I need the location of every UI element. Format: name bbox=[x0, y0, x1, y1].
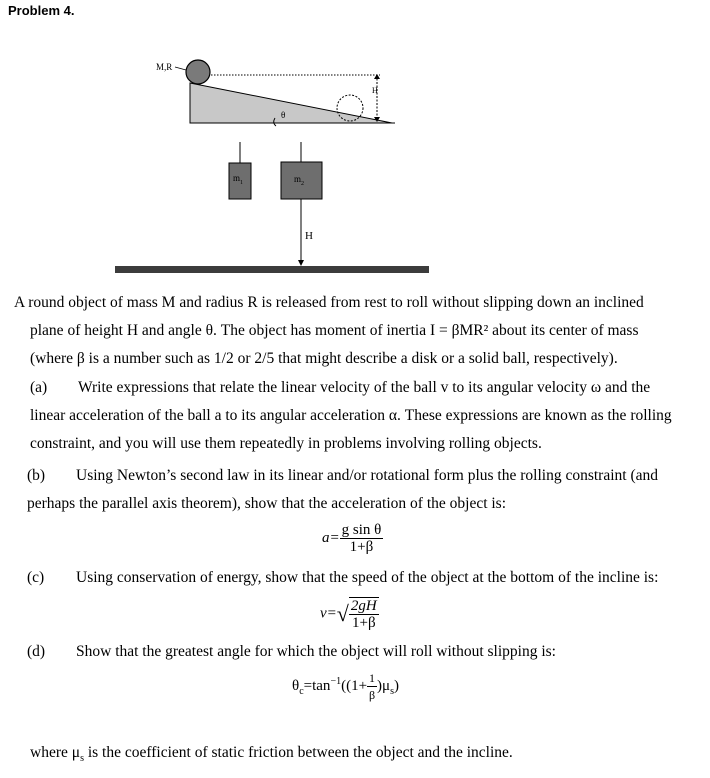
physics-diagram bbox=[0, 0, 710, 290]
footer-note: where $\mu_s$ is the coefficient of static friction between the object and the incline. bbox=[30, 744, 513, 765]
intro-line-3: (where β is a number such as 1/2 or 2/5 that might describe a disk or a solid ball, respectively). bbox=[30, 350, 618, 367]
part-a-line-3: constraint, and you will use them repeatedly in problems involving rolling objects. bbox=[30, 435, 542, 452]
part-d-label: (d) bbox=[27, 643, 46, 660]
part-b-label: (b) bbox=[27, 467, 46, 484]
part-a-label: (a) bbox=[30, 379, 48, 396]
part-c-label: (c) bbox=[27, 569, 45, 586]
part-a-line-2: linear acceleration of the ball a to its angular acceleration α. These expressions are known as the rolling bbox=[30, 407, 672, 424]
intro-line-1: A round object of mass M and radius R is released from rest to roll without slipping down an inclined bbox=[14, 294, 644, 311]
critical-angle-equation: $\theta_c=\tan^{-1}((1+$ $\frac{1}{\beta}$ )$\mu_s$) bbox=[292, 671, 399, 702]
label-theta: θ bbox=[281, 110, 286, 120]
problem-title: Problem 4. bbox=[8, 3, 75, 18]
label-m2: $m_2$ bbox=[294, 174, 305, 187]
rolling-ball bbox=[186, 60, 210, 84]
acceleration-equation: a= $\frac{\text{g sin θ}}{1+\beta}$ bbox=[322, 522, 382, 555]
part-d-line-1: Show that the greatest angle for which the object will roll without slipping is: bbox=[76, 643, 556, 660]
speed-equation: v=√ $\frac{2gH}{1+\beta}$ bbox=[320, 598, 377, 631]
intro-line-2: plane of height H and angle θ. The object has moment of inertia I = βMR² about its center of mass bbox=[30, 322, 639, 339]
part-b-line-2: perhaps the parallel axis theorem), show that the acceleration of the object is: bbox=[27, 495, 507, 512]
label-height-drop: H bbox=[305, 230, 313, 242]
label-mass-radius: M,R bbox=[156, 62, 173, 72]
incline-plane bbox=[190, 83, 392, 123]
part-a-line-1: Write expressions that relate the linear velocity of the ball v to its angular velocity ω and the bbox=[78, 379, 651, 396]
label-m1: $m_1$ bbox=[233, 173, 244, 186]
label-height-top: H bbox=[372, 86, 378, 95]
part-c-line-1: Using conservation of energy, show that the speed of the object at the bottom of the incline is: bbox=[76, 569, 659, 586]
floor bbox=[115, 266, 429, 273]
part-b-line-1: Using Newton’s second law in its linear and/or rotational form plus the rolling constraint (and bbox=[76, 467, 658, 484]
